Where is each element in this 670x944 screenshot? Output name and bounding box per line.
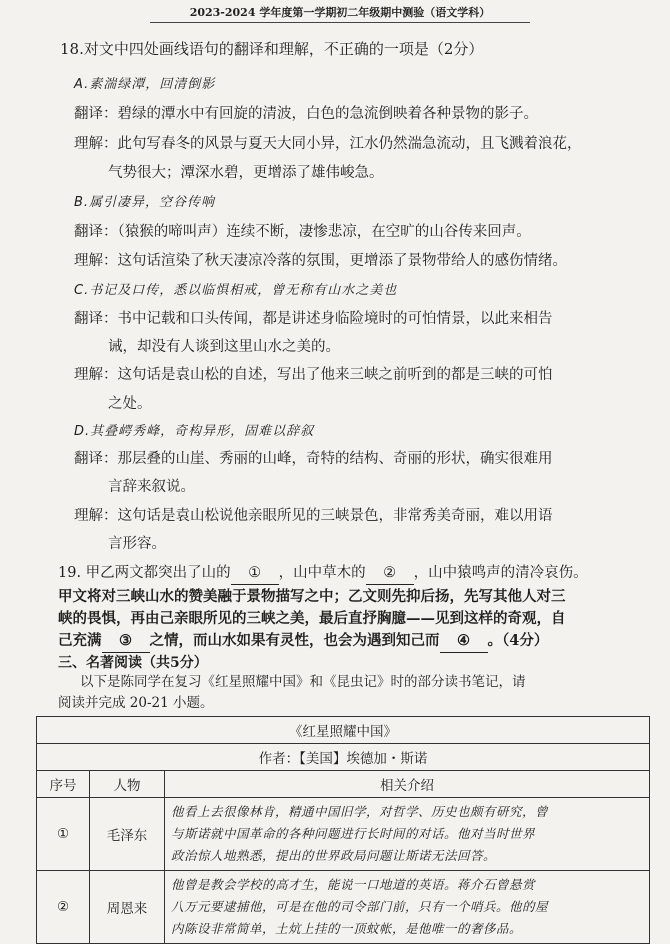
q18-stem: 18.对文中四处画线语句的翻译和理解，不正确的一项是（2分） [60, 40, 484, 58]
row-description-line: 他曾是教会学校的高才生，能说一口地道的英语。蒋介石曾悬赏 [171, 877, 536, 892]
row-description-line: 与斯诺就中国革命的各种问题进行长时间的对话。他对当时世界 [171, 826, 536, 841]
q18-option-d-translation-cont: 言辞来叙说。 [108, 479, 195, 495]
row-description [165, 871, 650, 944]
q19-line-3: 峡的畏惧，再由己亲眼所见的三峡之美，最后直抒胸臆——见到这样的奇观，自 [58, 610, 566, 627]
row-person: 毛泽东 [90, 798, 165, 871]
row-description-line: 内陈设非常简单，土炕上挂的一顶蚊帐，是他唯一的奢侈品。 [171, 921, 523, 936]
row-description [165, 798, 650, 871]
row-number: ② [37, 871, 90, 944]
q18-option-b-translation: 翻译：（猿猴的啼叫声）连续不断，凄惨悲凉，在空旷的山谷传来回声。 [74, 224, 531, 240]
q18-option-a-quote: A.素湍绿潭，回清倒影 [74, 77, 216, 92]
q19-line-1-mid: ，山中草木的 [278, 565, 366, 581]
q18-option-d-understanding-cont: 言形容。 [108, 536, 166, 552]
q18-option-b-quote: B.属引凄异，空谷传响 [74, 195, 216, 210]
q18-option-c-translation-cont: 诫，却没有人谈到这里山水之美的。 [108, 339, 340, 355]
book-title: 《红星照耀中国》 [289, 724, 397, 740]
q19-line-1-start: 19. 甲乙两文都突出了山的 [58, 565, 231, 581]
page-header: 2023-2024 学年度第一学期初二年级期中测验（语文学科） [150, 4, 530, 23]
q18-option-c-understanding-cont: 之处。 [108, 396, 152, 412]
q18-option-a-understanding-cont: 气势很大；潭深水碧，更增添了雄伟峻急。 [108, 165, 384, 181]
q18-option-c-understanding: 理解：这句话是袁山松的自述，写出了他来三峡之前听到的都是三峡的可怕 [74, 367, 553, 383]
q18-option-a-understanding: 理解：此句写春冬的风景与夏天大同小异，江水仍然湍急流动，且飞溅着浪花， [74, 136, 582, 152]
q18-option-c-translation: 翻译：书中记载和口头传闻，都是讲述身临险境时的可怕情景，以此来相告 [74, 311, 553, 327]
q18-option-a-translation: 翻译：碧绿的潭水中有回旋的清波，白色的急流倒映着各种景物的影子。 [74, 106, 538, 122]
author-cell [37, 744, 650, 771]
table-row [37, 871, 650, 944]
header-description: 相关介绍 [165, 771, 650, 798]
blank-4: ④ [440, 630, 488, 653]
q18-option-d-translation: 翻译：那层叠的山崖、秀丽的山峰，奇特的结构、奇丽的形状，确实很难用 [74, 451, 553, 467]
q19-line-1-end: ，山中猿鸣声的清冷哀伤。 [413, 565, 588, 581]
q19-line-4-start: 己充满 [58, 632, 102, 649]
row-description-line: 八万元要逮捕他，可是在他的司令部门前，只有一个哨兵。他的屋 [171, 899, 549, 914]
q18-option-c-quote: C.书记及口传，悉以临惧相戒，曾无称有山水之美也 [74, 283, 398, 298]
row-person: 周恩来 [90, 871, 165, 944]
reading-notes-table [36, 716, 650, 944]
book-author: 作者：【美国】埃德加・斯诺 [258, 751, 428, 767]
q19-line-4-mid: 之情，而山水如果有灵性，也会为遇到知己而 [149, 632, 440, 649]
q19-line-2: 甲文将对三峡山水的赞美融于景物描写之中；乙文则先抑后扬，先写其他人对三 [58, 588, 566, 605]
book-title-cell [37, 717, 650, 744]
q18-option-b-understanding: 理解：这句话渲染了秋天凄凉冷落的氛围，更增添了景物带给人的感伤情绪。 [74, 253, 567, 269]
row-number: ① [37, 798, 90, 871]
header-number: 序号 [37, 771, 90, 798]
table-row [37, 798, 650, 871]
row-description-line: 他看上去很像林肯，精通中国旧学，对哲学、历史也颇有研究，曾 [171, 804, 549, 819]
section-3-intro-cont: 阅读并完成 20-21 小题。 [58, 695, 214, 711]
section-3-title: 三、名著阅读（共5分） [58, 655, 208, 671]
blank-2: ② [366, 562, 414, 585]
q19-line-4 [58, 630, 548, 653]
q18-option-d-quote: D.其叠崿秀峰，奇构异形，固难以辞叙 [74, 424, 315, 439]
blank-1: ① [231, 562, 279, 585]
q18-option-d-understanding: 理解：这句话是袁山松说他亲眼所见的三峡景色，非常秀美奇丽，难以用语 [74, 508, 553, 524]
q19-line-1 [58, 562, 588, 585]
section-3-intro: 以下是陈同学在复习《红星照耀中国》和《昆虫记》时的部分读书笔记，请 [80, 674, 526, 690]
header-person: 人物 [90, 771, 165, 798]
row-description-line: 政治惊人地熟悉，提出的世界政局问题让斯诺无法回答。 [171, 848, 497, 863]
q19-line-4-end: 。（4分） [487, 632, 549, 649]
blank-3: ③ [102, 630, 150, 653]
